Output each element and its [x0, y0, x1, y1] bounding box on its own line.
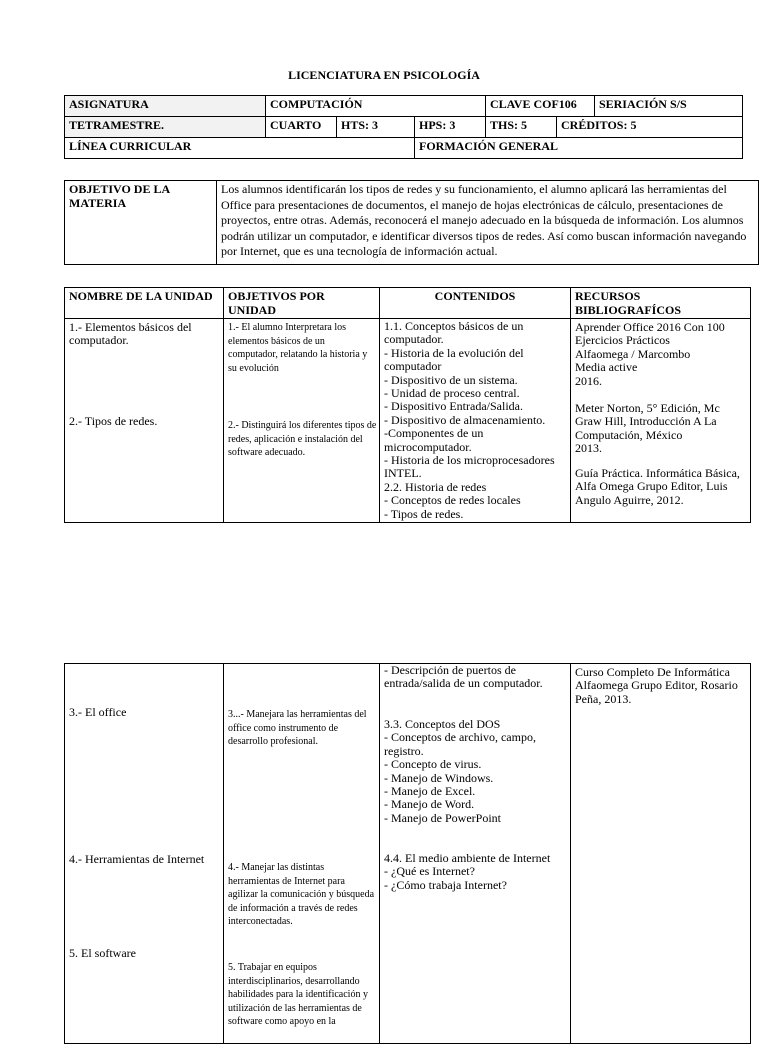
unit3-objective: 3...- Manejara las herramientas del office como instrumento de desarrollo profesional. [228, 709, 367, 747]
header-recursos: RECURSOS BIBLIOGRAFÍCOS [571, 288, 751, 319]
clave-value: CLAVE COF106 [486, 96, 595, 117]
unit2-name: 2.- Tipos de redes. [69, 414, 158, 428]
unit2-objective: 2.- Distinguirá los diferentes tipos de redes, aplicación e instalación del software adecuado. [228, 420, 377, 458]
tetramestre-value: CUARTO [266, 117, 337, 138]
unit1-name: 1.- Elementos básicos del computador. [69, 320, 192, 348]
unit5-name: 5. El software [69, 946, 136, 960]
asignatura-label: ASIGNATURA [65, 96, 266, 117]
contents-ports: - Descripción de puertos de entrada/salida de un computador. [384, 663, 543, 691]
bib-entry-4: Curso Completo De Informática Alfaomega Grupo Editor, Rosario Peña, 2013. [575, 665, 738, 706]
unit-objectives-cell-2 [224, 664, 380, 1044]
asignatura-value: COMPUTACIÓN [266, 96, 486, 117]
hts-value: HTS: 3 [337, 117, 415, 138]
unit3-name: 3.- El office [69, 705, 127, 719]
contents-internet: 4.4. El medio ambiente de Internet - ¿Qué es Internet? - ¿Cómo trabaja Internet? [384, 851, 551, 892]
objetivo-table [64, 180, 759, 265]
header-unidad: NOMBRE DE LA UNIDAD [65, 288, 224, 319]
creditos-value: CRÉDITOS: 5 [557, 117, 743, 138]
course-info-table [64, 95, 743, 159]
unit5-objective: 5. Trabajar en equipos interdisciplinarios, desarrollando habilidades para la identificación y utilización de las herramientas de software como apoyo en la [228, 962, 368, 1027]
linea-label: LÍNEA CURRICULAR [65, 138, 415, 159]
unit-contents-cell: 1.1. Conceptos básicos de un computador. - Historia de la evolución del computador - Dispositivo de un sistema. - Unidad de proceso central. - Dispositivo Entrada/Salida. - Dispositivo de almacenamiento. -Componentes de un microcomputador. - Historia de los microprocesadores INTEL. 2.2. Historia de redes - Conceptos de redes locales - Tipos de redes. [380, 319, 571, 523]
ths-value: THS: 5 [486, 117, 557, 138]
page-title: LICENCIATURA EN PSICOLOGÍA [288, 68, 480, 82]
unit-contents-cell-2 [380, 664, 571, 1044]
unit1-objective: 1.- El alumno Interpretara los elementos básicos de un computador, relatando la historia y su evolución [228, 322, 368, 374]
hps-value: HPS: 3 [415, 117, 486, 138]
header-objetivos: OBJETIVOS POR UNIDAD [224, 288, 380, 319]
units-table [64, 287, 751, 523]
objetivo-label: OBJETIVO DE LA MATERIA [65, 181, 217, 265]
units-table-continued [64, 663, 751, 1044]
unit-objectives-cell [224, 319, 380, 523]
unit4-name: 4.- Herramientas de Internet [69, 852, 205, 866]
unit-names-cell-2 [65, 664, 224, 1044]
bibliography-cell [571, 319, 751, 523]
unit-names-cell [65, 319, 224, 523]
contents-dos: 3.3. Conceptos del DOS - Conceptos de archivo, campo, registro. - Concepto de virus. - Manejo de Windows. - Manejo de Excel. - Manejo de Word. - Manejo de PowerPoint [384, 717, 536, 825]
bibliography-cell-2 [571, 664, 751, 1044]
tetramestre-label: TETRAMESTRE. [65, 117, 266, 138]
bib-entry-3: Guía Práctica. Informática Básica, Alfa Omega Grupo Editor, Luis Angulo Aguirre, 2012. [575, 466, 740, 507]
header-contenidos: CONTENIDOS [380, 288, 571, 319]
objetivo-text: Los alumnos identificarán los tipos de redes y su funcionamiento, el alumno aplicará las herramientas del Office para presentaciones de documentos, el manejo de hojas electrónicas de cálculo, presentaciones de proyectos, entre otras. Además, reconocerá el manejo adecuado en la búsqueda de información. Los alumnos podrán utilizar un computador, e identificar diversos tipos de redes. Así como buscan información navegando por Internet, que es una tecnología de información actual. [217, 181, 759, 265]
linea-value: FORMACIÓN GENERAL [415, 138, 743, 159]
bib-entry-2: Meter Norton, 5° Edición, Mc Graw Hill, Introducción A La Computación, México 2013. [575, 401, 720, 456]
unit4-objective: 4.- Manejar las distintas herramientas de Internet para agilizar la comunicación y búsqueda de información a través de redes interconectadas. [228, 862, 375, 927]
bib-entry-1: Aprender Office 2016 Con 100 Ejercicios Prácticos Alfaomega / Marcombo Media active 2016. [575, 320, 725, 388]
seriacion-value: SERIACIÓN S/S [594, 96, 742, 117]
